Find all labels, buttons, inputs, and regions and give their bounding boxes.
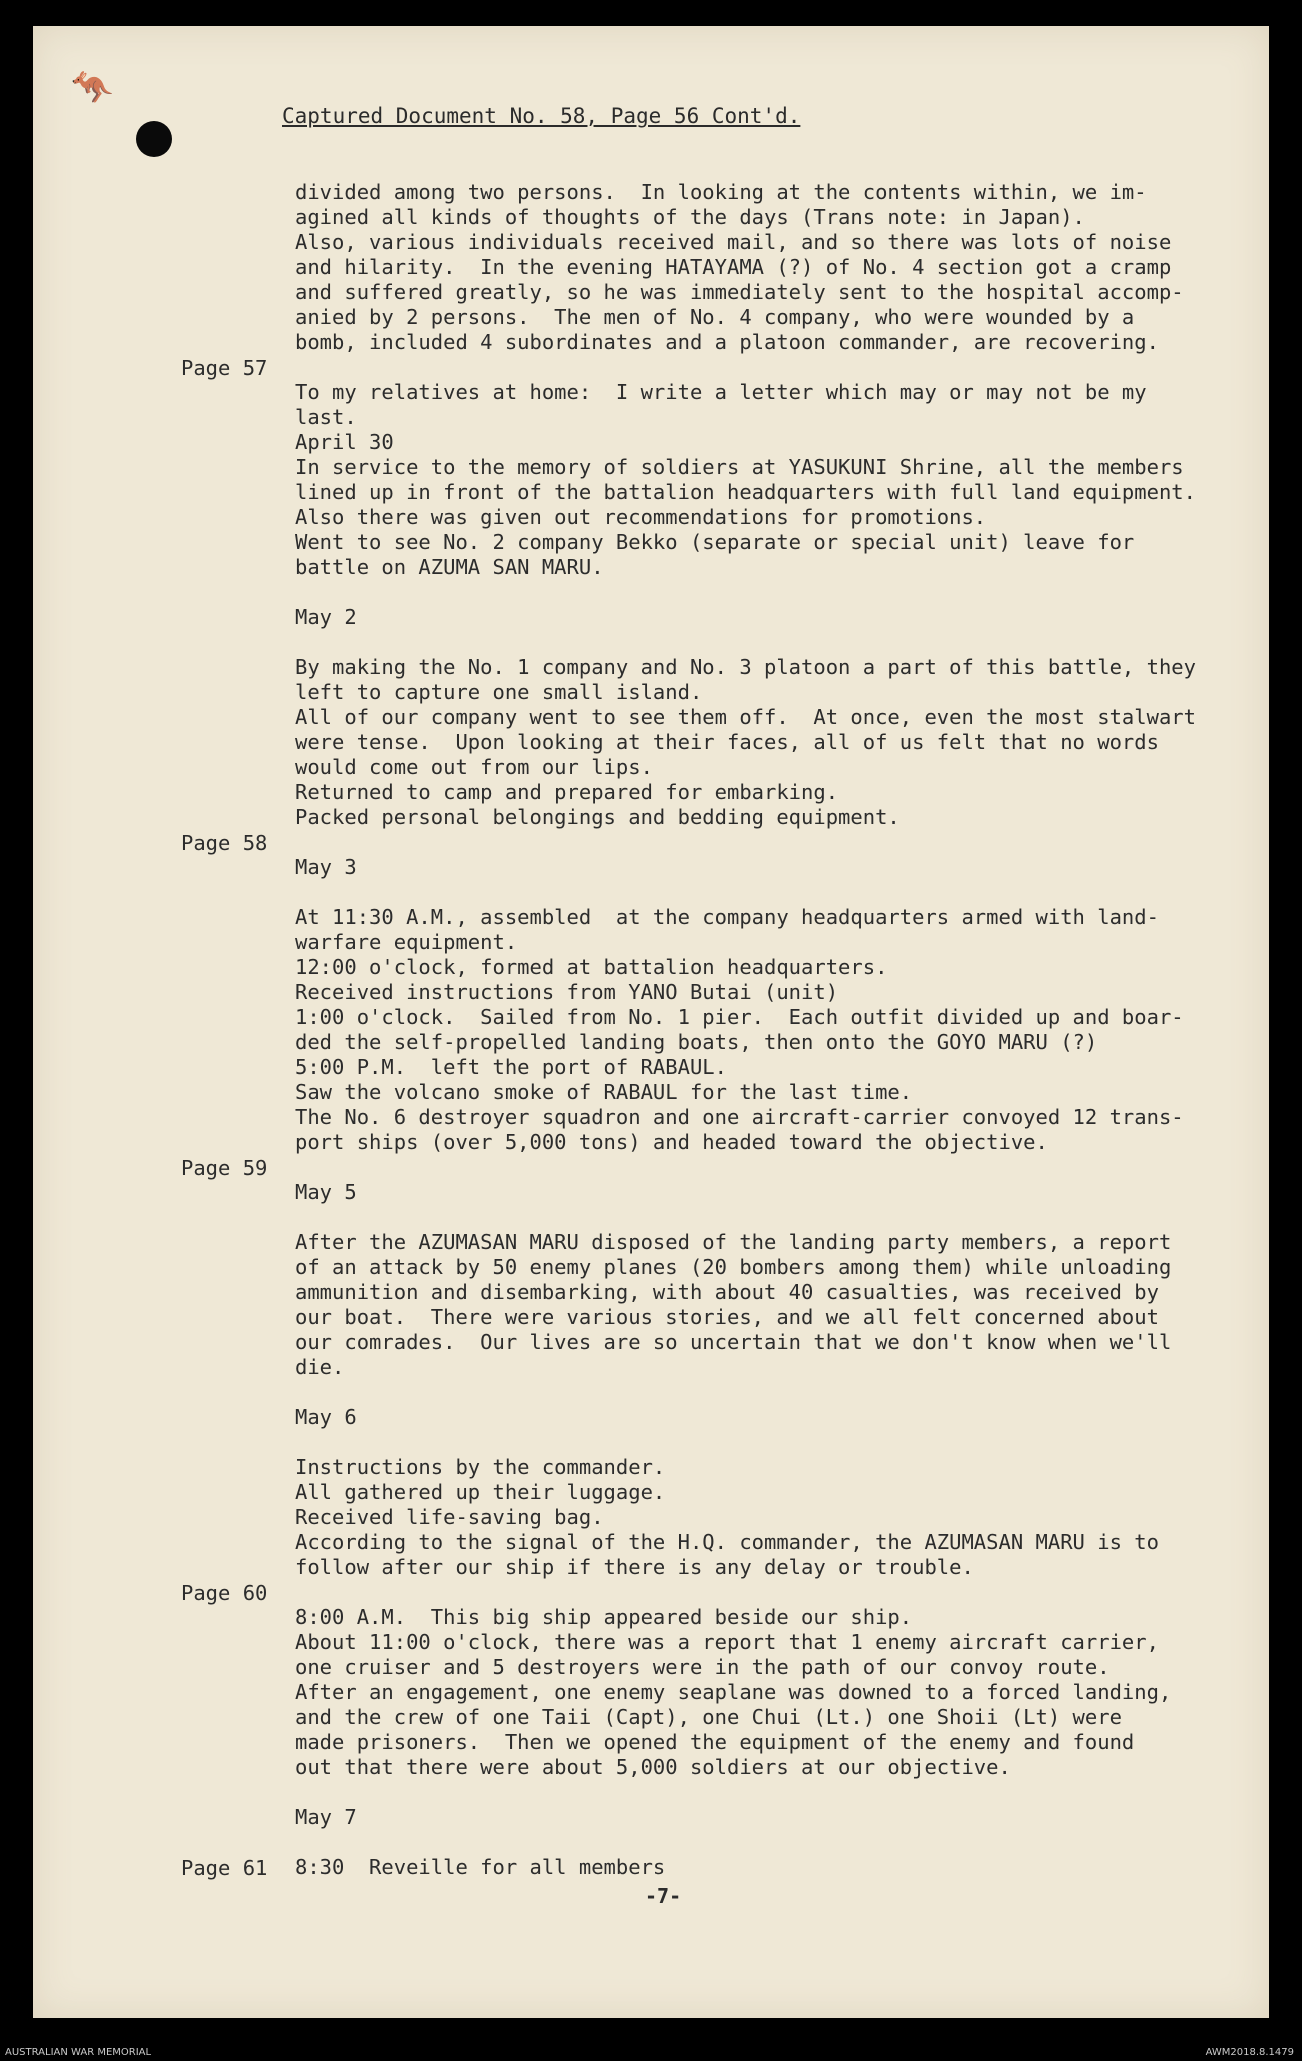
page-number: -7- [645, 1884, 682, 1908]
blank-line [295, 1830, 1255, 1855]
blank-line [295, 880, 1255, 905]
text-line: 5:00 P.M. left the port of RABAUL. [295, 1055, 727, 1079]
text-line: of an attack by 50 enemy planes (20 bombers among them) while unloading [295, 1255, 1172, 1279]
text-line: Also, various individuals received mail, and so there was lots of noise [295, 230, 1172, 254]
text-line: and the crew of one Taii (Capt), one Chui (Lt.) one Shoii (Lt) were [295, 1705, 1122, 1729]
text-line: According to the signal of the H.Q. commander, the AZUMASAN MARU is to [295, 1530, 1159, 1554]
text-line: Received instructions from YANO Butai (unit) [295, 980, 839, 1004]
text-line: made prisoners. Then we opened the equipment of the enemy and found [295, 1730, 1135, 1754]
text-line: The No. 6 destroyer squadron and one aircraft-carrier convoyed 12 trans- [295, 1105, 1184, 1129]
text-line: ded the self-propelled landing boats, then onto the GOYO MARU (?) [295, 1030, 1098, 1054]
date-line: May 3 [295, 855, 357, 879]
text-line: Went to see No. 2 company Bekko (separate or special unit) leave for [295, 530, 1135, 554]
archive-footer [0, 2043, 1302, 2061]
text-line: About 11:00 o'clock, there was a report that 1 enemy aircraft carrier, [295, 1630, 1159, 1654]
archive-name: AUSTRALIAN WAR MEMORIAL [5, 2047, 152, 2058]
text-line: agined all kinds of thoughts of the days (Trans note: in Japan). [295, 205, 1085, 229]
text-line: 8:30 Reveille for all members [295, 1855, 666, 1879]
text-line: warfare equipment. [295, 930, 518, 954]
page-marker: Page 58 [181, 831, 268, 855]
blank-line [295, 1205, 1255, 1230]
text-line: Saw the volcano smoke of RABAUL for the last time. [295, 1080, 913, 1104]
text-line: divided among two persons. In looking at the contents within, we im- [295, 180, 1147, 204]
blank-line [295, 830, 1255, 855]
blank-line [295, 1780, 1255, 1805]
text-line: 1:00 o'clock. Sailed from No. 1 pier. Each outfit divided up and boar- [295, 1005, 1184, 1029]
text-line: follow after our ship if there is any delay or trouble. [295, 1555, 974, 1579]
document-body [295, 180, 1255, 1880]
text-line: one cruiser and 5 destroyers were in the path of our convoy route. [295, 1655, 1110, 1679]
text-line: By making the No. 1 company and No. 3 platoon a part of this battle, they [295, 655, 1196, 679]
text-line: 12:00 o'clock, formed at battalion headquarters. [295, 955, 888, 979]
text-line: were tense. Upon looking at their faces, all of us felt that no words [295, 730, 1159, 754]
text-line: Also there was given out recommendations for promotions. [295, 505, 987, 529]
text-line: and hilarity. In the evening HATAYAMA (?) of No. 4 section got a cramp [295, 255, 1172, 279]
date-line: May 7 [295, 1805, 357, 1829]
document-header: Captured Document No. 58, Page 56 Cont'd. [282, 104, 801, 128]
text-line: In service to the memory of soldiers at YASUKUNI Shrine, all the members [295, 455, 1184, 479]
text-line: out that there were about 5,000 soldiers at our objective. [295, 1755, 1011, 1779]
page-marker: Page 61 [181, 1856, 268, 1880]
blank-line [295, 1155, 1255, 1180]
text-line: would come out from our lips. [295, 755, 653, 779]
text-line: and suffered greatly, so he was immediately sent to the hospital accomp- [295, 280, 1184, 304]
text-line: our comrades. Our lives are so uncertain that we don't know when we'll [295, 1330, 1172, 1354]
text-line: Returned to camp and prepared for embarking. [295, 780, 839, 804]
blank-line [295, 630, 1255, 655]
page-marker: Page 57 [181, 356, 268, 380]
date-line: April 30 [295, 430, 394, 454]
date-line: May 6 [295, 1405, 357, 1429]
blank-line [295, 1380, 1255, 1405]
text-line: 8:00 A.M. This big ship appeared beside our ship. [295, 1605, 913, 1629]
text-line: To my relatives at home: I write a letter which may or may not be my [295, 380, 1147, 404]
text-line: Received life-saving bag. [295, 1505, 604, 1529]
page-marker: Page 60 [181, 1581, 268, 1605]
text-line: anied by 2 persons. The men of No. 4 company, who were wounded by a [295, 305, 1135, 329]
text-line: All gathered up their luggage. [295, 1480, 666, 1504]
kangaroo-logo-icon: 🦘 [71, 68, 114, 108]
blank-line [295, 1430, 1255, 1455]
text-line: Packed personal belongings and bedding equipment. [295, 805, 900, 829]
text-line: our boat. There were various stories, and we all felt concerned about [295, 1305, 1159, 1329]
document-page [33, 26, 1269, 2018]
text-line: After the AZUMASAN MARU disposed of the landing party members, a report [295, 1230, 1172, 1254]
blank-line [295, 355, 1255, 380]
text-line: At 11:30 A.M., assembled at the company headquarters armed with land- [295, 905, 1159, 929]
blank-line [295, 1580, 1255, 1605]
text-line: Instructions by the commander. [295, 1455, 666, 1479]
date-line: May 5 [295, 1180, 357, 1204]
text-line: ammunition and disembarking, with about 40 casualties, was received by [295, 1280, 1159, 1304]
text-line: port ships (over 5,000 tons) and headed toward the objective. [295, 1130, 1048, 1154]
text-line: After an engagement, one enemy seaplane was downed to a forced landing, [295, 1680, 1172, 1704]
date-line: May 2 [295, 605, 357, 629]
text-line: left to capture one small island. [295, 680, 703, 704]
text-line: lined up in front of the battalion headquarters with full land equipment. [295, 480, 1196, 504]
text-line: bomb, included 4 subordinates and a platoon commander, are recovering. [295, 330, 1159, 354]
archive-reference: AWM2018.8.1479 [1205, 2047, 1294, 2058]
text-line: All of our company went to see them off. At once, even the most stalwart [295, 705, 1196, 729]
text-line: last. [295, 405, 357, 429]
blank-line [295, 580, 1255, 605]
text-line: die. [295, 1355, 345, 1379]
page-marker: Page 59 [181, 1156, 268, 1180]
text-line: battle on AZUMA SAN MARU. [295, 555, 604, 579]
punch-hole [136, 121, 172, 157]
